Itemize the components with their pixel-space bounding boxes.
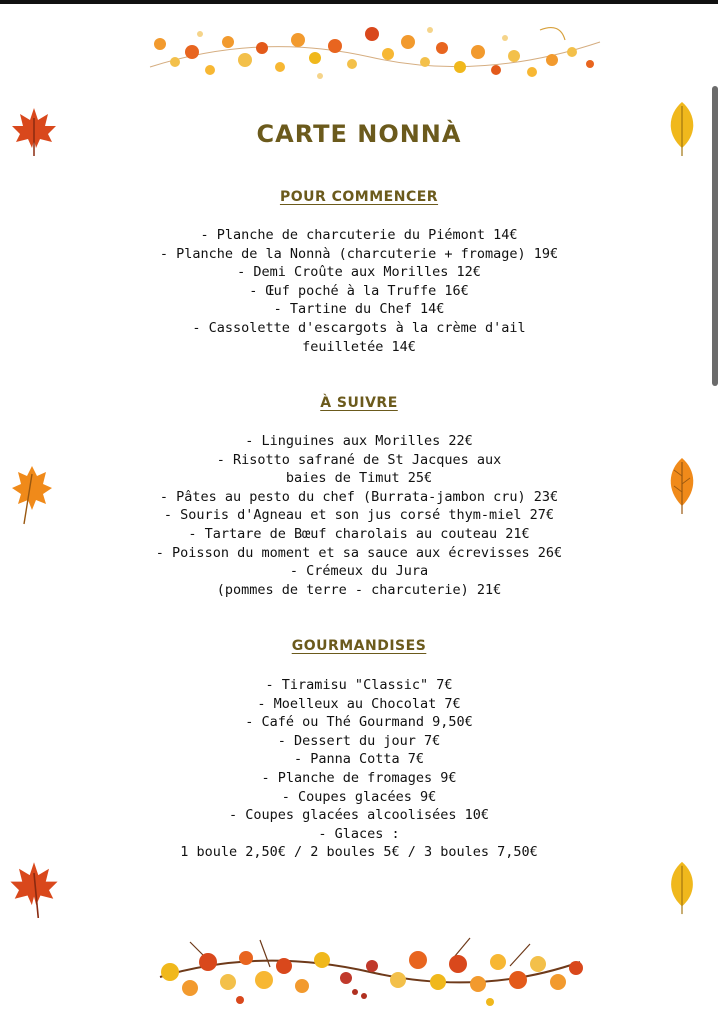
list-item: baies de Timut 25€: [285, 470, 433, 487]
top-autumn-garland: [140, 12, 610, 92]
list-item: feuilletée 14€: [302, 338, 416, 355]
yellow-leaf-icon: [664, 860, 700, 916]
list-item: - Café ou Thé Gourmand 9,50€: [245, 714, 473, 731]
list-item: - Tiramisu "Classic" 7€: [265, 677, 453, 693]
list-item: - Tartare de Bœuf charolais au couteau 21€: [188, 525, 530, 542]
list-item: - Tartine du Chef 14€: [273, 301, 445, 318]
list-item: - Planche de la Nonnà (charcuterie + fromage) 19€: [159, 245, 559, 262]
list-item: - Cassolette d'escargots à la crème d'ail: [192, 319, 526, 336]
list-item: 1 boule 2,50€ / 2 boules 5€ / 3 boules 7,50€: [180, 844, 538, 861]
list-item: - Risotto safrané de St Jacques aux: [216, 451, 502, 468]
list-item: - Panna Cotta 7€: [293, 751, 425, 768]
list-item: - Demi Croûte aux Morilles 12€: [237, 264, 481, 281]
maple-leaf-icon: [6, 858, 62, 918]
status-bar-edge: [0, 0, 718, 4]
list-item: - Glaces :: [318, 825, 400, 842]
list-item: - Linguines aux Morilles 22€: [245, 433, 473, 449]
list-item: - Souris d'Agneau et son jus corsé thym-miel 27€: [163, 507, 555, 524]
list-item: - Planche de charcuterie du Piémont 14€: [200, 227, 518, 243]
section-heading-starters: POUR COMMENCER: [279, 189, 439, 205]
page-title: CARTE NONNÀ: [256, 120, 462, 148]
list-item: - Coupes glacées 9€: [281, 788, 437, 805]
desserts-list: [0, 676, 718, 862]
list-item: - Œuf poché à la Truffe 16€: [249, 282, 469, 299]
list-item: - Coupes glacées alcoolisées 10€: [228, 807, 490, 824]
list-item: (pommes de terre - charcuterie) 21€: [216, 581, 502, 598]
list-item: - Poisson du moment et sa sauce aux écrevisses 26€: [155, 544, 563, 561]
list-item: - Dessert du jour 7€: [277, 732, 441, 749]
mains-list: [0, 432, 718, 599]
starters-list: [0, 226, 718, 356]
section-heading-desserts: GOURMANDISES: [291, 638, 427, 654]
bottom-autumn-garland: [150, 922, 590, 1012]
list-item: - Crémeux du Jura: [289, 563, 429, 580]
list-item: - Moelleux au Chocolat 7€: [257, 695, 461, 712]
list-item: - Pâtes au pesto du chef (Burrata-jambon cru) 23€: [159, 488, 559, 505]
section-heading-mains: À SUIVRE: [320, 395, 398, 411]
list-item: - Planche de fromages 9€: [261, 769, 457, 786]
